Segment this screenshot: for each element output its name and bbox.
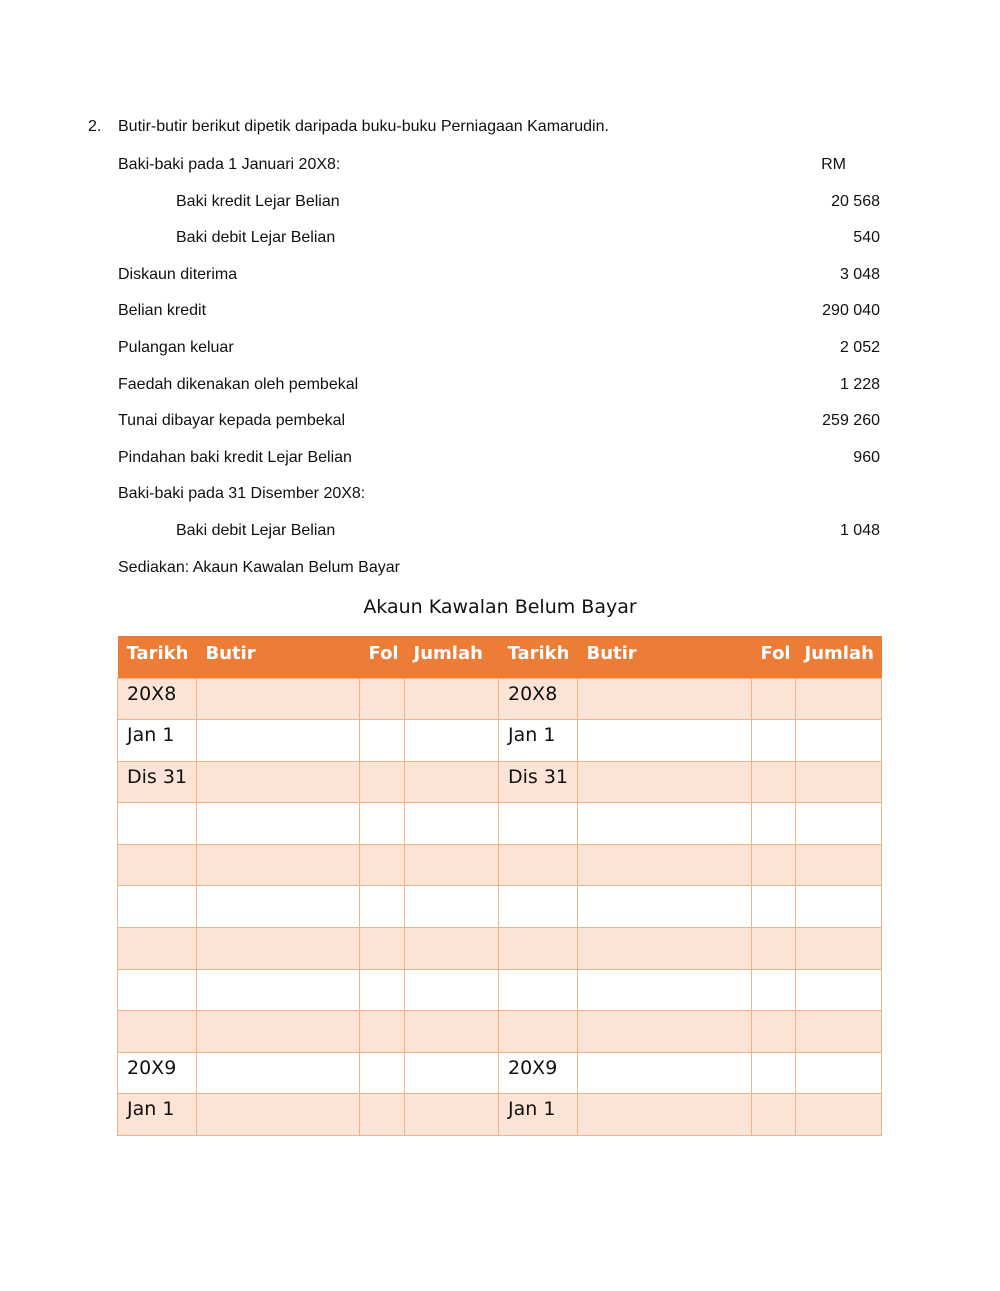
table-row (118, 886, 882, 928)
debit-fol-cell[interactable] (360, 720, 405, 762)
item-label: Diskaun diterima (118, 266, 238, 283)
col-header-tarikh: Tarikh (118, 636, 197, 678)
debit-jumlah-cell[interactable] (405, 761, 499, 803)
credit-tarikh-cell[interactable]: Jan 1 (499, 720, 578, 762)
item-label: Faedah dikenakan oleh pembekal (118, 376, 359, 393)
debit-butir-cell[interactable] (197, 803, 360, 845)
item-amount: 540 (853, 229, 880, 246)
item-label: Baki debit Lejar Belian (176, 522, 336, 539)
debit-fol-cell[interactable] (360, 1094, 405, 1136)
credit-tarikh-cell[interactable]: Dis 31 (499, 761, 578, 803)
debit-butir-cell[interactable] (197, 678, 360, 720)
debit-jumlah-cell[interactable] (405, 969, 499, 1011)
currency-label: RM (821, 156, 846, 173)
item-amount: 1 228 (839, 376, 880, 393)
col-header-jumlah: Jumlah (405, 636, 499, 678)
item-row (118, 410, 880, 432)
credit-jumlah-cell[interactable] (796, 844, 882, 886)
item-label: Belian kredit (118, 302, 207, 319)
debit-tarikh-cell[interactable] (118, 886, 197, 928)
debit-fol-cell[interactable] (360, 969, 405, 1011)
credit-fol-cell[interactable] (752, 969, 796, 1011)
credit-tarikh-cell[interactable] (499, 803, 578, 845)
credit-butir-cell[interactable] (578, 761, 752, 803)
credit-jumlah-cell[interactable] (796, 1052, 882, 1094)
col-header-fol: Fol (360, 636, 405, 678)
credit-tarikh-cell[interactable] (499, 844, 578, 886)
debit-tarikh-cell[interactable]: Dis 31 (118, 761, 197, 803)
credit-fol-cell[interactable] (752, 761, 796, 803)
table-row (118, 928, 882, 970)
col-header-butir: Butir (197, 636, 360, 678)
debit-tarikh-cell[interactable] (118, 928, 197, 970)
debit-fol-cell[interactable] (360, 844, 405, 886)
debit-jumlah-cell[interactable] (405, 1094, 499, 1136)
credit-jumlah-cell[interactable] (796, 761, 882, 803)
item-label: Baki kredit Lejar Belian (176, 193, 340, 210)
credit-butir-cell[interactable] (578, 969, 752, 1011)
instruction-text: Sediakan: Akaun Kawalan Belum Bayar (118, 559, 400, 576)
debit-fol-cell[interactable] (360, 1052, 405, 1094)
table-row (118, 720, 882, 762)
table-row (118, 1094, 882, 1136)
item-row (118, 483, 880, 505)
debit-butir-cell[interactable] (197, 1094, 360, 1136)
item-row (118, 264, 880, 286)
credit-fol-cell[interactable] (752, 803, 796, 845)
debit-butir-cell[interactable] (197, 886, 360, 928)
item-amount: 3 048 (839, 266, 880, 283)
credit-tarikh-cell[interactable]: 20X8 (499, 678, 578, 720)
debit-butir-cell[interactable] (197, 761, 360, 803)
item-amount: 290 040 (822, 302, 880, 319)
item-row (118, 374, 880, 396)
credit-jumlah-cell[interactable] (796, 803, 882, 845)
debit-jumlah-cell[interactable] (405, 928, 499, 970)
table-row (118, 803, 882, 845)
table-row (118, 1052, 882, 1094)
table-row (118, 1011, 882, 1053)
debit-butir-cell[interactable] (197, 1011, 360, 1053)
debit-fol-cell[interactable] (360, 761, 405, 803)
credit-fol-cell[interactable] (752, 928, 796, 970)
debit-fol-cell[interactable] (360, 1011, 405, 1053)
credit-butir-cell[interactable] (578, 803, 752, 845)
debit-fol-cell[interactable] (360, 803, 405, 845)
item-label: Baki debit Lejar Belian (176, 229, 336, 246)
debit-butir-cell[interactable] (197, 844, 360, 886)
item-amount: 259 260 (822, 412, 880, 429)
debit-tarikh-cell[interactable]: 20X8 (118, 678, 197, 720)
item-amount: 1 048 (839, 522, 880, 539)
table-row (118, 761, 882, 803)
debit-jumlah-cell[interactable] (405, 844, 499, 886)
credit-butir-cell[interactable] (578, 678, 752, 720)
credit-tarikh-cell[interactable]: Jan 1 (499, 1094, 578, 1136)
debit-jumlah-cell[interactable] (405, 720, 499, 762)
ledger-header-row (118, 636, 882, 678)
table-row (118, 969, 882, 1011)
item-label: Pulangan keluar (118, 339, 234, 356)
ledger-table (117, 636, 882, 1136)
item-amount: 2 052 (839, 339, 880, 356)
col-header-jumlah: Jumlah (796, 636, 882, 678)
item-label: Baki-baki pada 31 Disember 20X8: (118, 485, 366, 502)
col-header-tarikh: Tarikh (499, 636, 578, 678)
debit-butir-cell[interactable] (197, 1052, 360, 1094)
debit-tarikh-cell[interactable] (118, 844, 197, 886)
question-text: Butir-butir berikut dipetik daripada buku-buku Perniagaan Kamarudin. (118, 118, 609, 135)
debit-fol-cell[interactable] (360, 928, 405, 970)
credit-tarikh-cell[interactable] (499, 928, 578, 970)
credit-tarikh-cell[interactable]: 20X9 (499, 1052, 578, 1094)
credit-butir-cell[interactable] (578, 844, 752, 886)
debit-jumlah-cell[interactable] (405, 1011, 499, 1053)
debit-butir-cell[interactable] (197, 969, 360, 1011)
credit-fol-cell[interactable] (752, 844, 796, 886)
debit-tarikh-cell[interactable]: 20X9 (118, 1052, 197, 1094)
debit-fol-cell[interactable] (360, 886, 405, 928)
credit-fol-cell[interactable] (752, 1011, 796, 1053)
debit-jumlah-cell[interactable] (405, 886, 499, 928)
item-label: Baki-baki pada 1 Januari 20X8: (118, 156, 341, 173)
debit-jumlah-cell[interactable] (405, 1052, 499, 1094)
instruction-row (118, 557, 880, 579)
credit-jumlah-cell[interactable] (796, 678, 882, 720)
table-row (118, 844, 882, 886)
debit-tarikh-cell[interactable] (118, 969, 197, 1011)
credit-jumlah-cell[interactable] (796, 886, 882, 928)
item-row (118, 154, 880, 176)
credit-butir-cell[interactable] (578, 1094, 752, 1136)
question-number: 2. (88, 118, 102, 135)
item-row (118, 337, 880, 359)
col-header-fol: Fol (752, 636, 796, 678)
debit-butir-cell[interactable] (197, 720, 360, 762)
credit-butir-cell[interactable] (578, 1052, 752, 1094)
credit-butir-cell[interactable] (578, 886, 752, 928)
credit-tarikh-cell[interactable] (499, 969, 578, 1011)
credit-jumlah-cell[interactable] (796, 969, 882, 1011)
credit-jumlah-cell[interactable] (796, 720, 882, 762)
item-row (118, 300, 880, 322)
item-amount: 20 568 (831, 193, 880, 210)
col-header-butir: Butir (578, 636, 752, 678)
item-amount: 960 (853, 449, 880, 466)
credit-fol-cell[interactable] (752, 720, 796, 762)
debit-tarikh-cell[interactable]: Jan 1 (118, 720, 197, 762)
item-row (118, 227, 880, 249)
credit-fol-cell[interactable] (752, 1094, 796, 1136)
debit-fol-cell[interactable] (360, 678, 405, 720)
item-row (118, 520, 880, 542)
debit-tarikh-cell[interactable] (118, 803, 197, 845)
credit-jumlah-cell[interactable] (796, 1011, 882, 1053)
item-row (118, 447, 880, 469)
debit-tarikh-cell[interactable]: Jan 1 (118, 1094, 197, 1136)
credit-fol-cell[interactable] (752, 1052, 796, 1094)
item-row (118, 191, 880, 213)
credit-fol-cell[interactable] (752, 886, 796, 928)
account-title: Akaun Kawalan Belum Bayar (363, 596, 637, 618)
credit-tarikh-cell[interactable] (499, 886, 578, 928)
credit-tarikh-cell[interactable] (499, 1011, 578, 1053)
debit-jumlah-cell[interactable] (405, 803, 499, 845)
credit-butir-cell[interactable] (578, 720, 752, 762)
question-heading (88, 118, 609, 136)
debit-butir-cell[interactable] (197, 928, 360, 970)
credit-fol-cell[interactable] (752, 678, 796, 720)
item-label: Tunai dibayar kepada pembekal (118, 412, 346, 429)
debit-jumlah-cell[interactable] (405, 678, 499, 720)
credit-butir-cell[interactable] (578, 928, 752, 970)
debit-tarikh-cell[interactable] (118, 1011, 197, 1053)
credit-butir-cell[interactable] (578, 1011, 752, 1053)
credit-jumlah-cell[interactable] (796, 1094, 882, 1136)
table-row (118, 678, 882, 720)
credit-jumlah-cell[interactable] (796, 928, 882, 970)
item-label: Pindahan baki kredit Lejar Belian (118, 449, 352, 466)
